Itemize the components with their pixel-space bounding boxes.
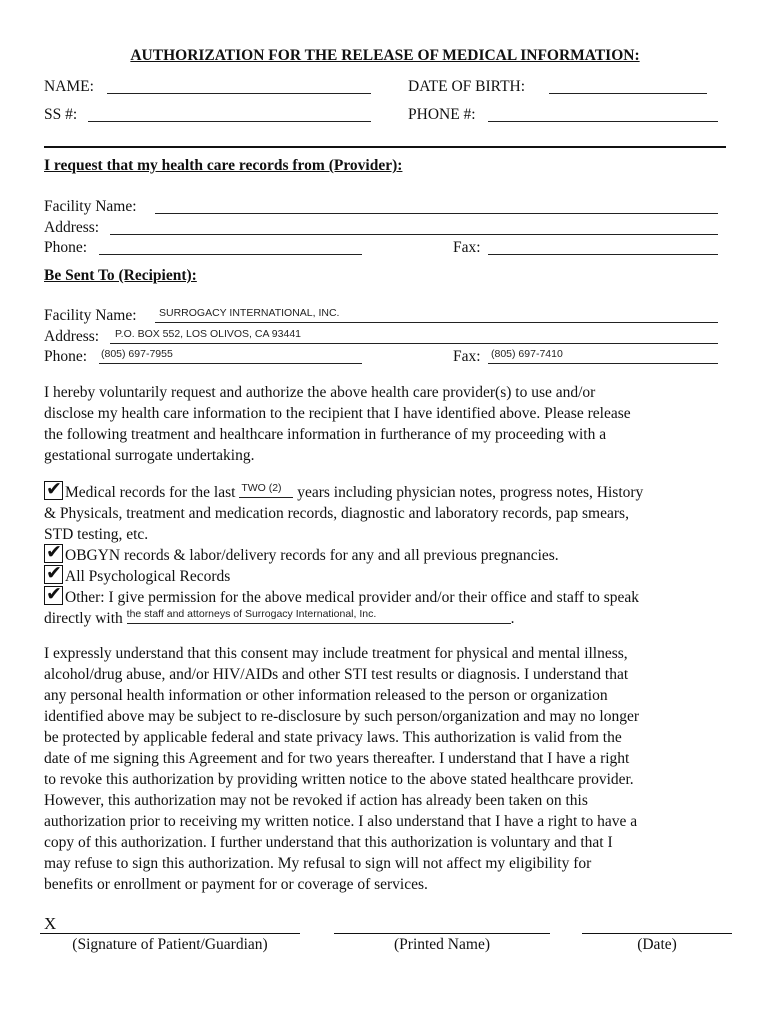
checkmark-icon: ✔ (46, 562, 62, 584)
ss-field[interactable] (88, 121, 371, 122)
recipient-facility-field[interactable] (155, 322, 718, 323)
checkmark-icon: ✔ (46, 478, 62, 500)
consent-line: be protected by applicable federal and state privacy laws. This authorization is valid from the (44, 729, 622, 746)
provider-phone-field[interactable] (99, 254, 362, 255)
printed-name-line[interactable] (334, 933, 550, 934)
recipient-address-label: Address: (44, 328, 100, 345)
consent-line: any personal health information or other information released to the person or organization (44, 687, 608, 704)
phone-label: PHONE #: (408, 106, 476, 123)
request-line: I hereby voluntarily request and authorize the above health care provider(s) to use and/or (44, 384, 596, 401)
signature-label: (Signature of Patient/Guardian) (72, 936, 268, 953)
provider-facility-label: Facility Name: (44, 198, 137, 215)
other-party-value: the staff and attorneys of Surrogacy International, Inc. (126, 608, 377, 620)
obgyn-checkbox[interactable] (44, 541, 63, 563)
recipient-address-value: P.O. BOX 552, LOS OLIVOS, CA 93441 (115, 328, 301, 340)
consent-paragraph (44, 643, 639, 895)
dob-field[interactable] (549, 93, 707, 94)
recipient-facility-label: Facility Name: (44, 307, 137, 324)
dob-label: DATE OF BIRTH: (408, 78, 526, 95)
psych-checkbox[interactable] (44, 562, 63, 584)
consent-line: may refuse to sign this authorization. My refusal to sign will not affect my eligibility for (44, 855, 592, 872)
other-item (44, 583, 640, 629)
medical-records-line2: & Physicals, treatment and medication records, diagnostic and laboratory records, pap smears, (44, 505, 629, 522)
medical-records-line3: STD testing, etc. (44, 526, 149, 543)
other-party-field[interactable] (127, 609, 511, 624)
recipient-phone-label: Phone: (44, 348, 88, 365)
recipient-phone-field[interactable] (99, 363, 362, 364)
phone-field[interactable] (488, 121, 718, 122)
provider-fax-label: Fax: (453, 239, 481, 256)
printed-name-label: (Printed Name) (394, 936, 490, 953)
form-title: AUTHORIZATION FOR THE RELEASE OF MEDICAL INFORMATION: (130, 47, 640, 64)
checkmark-icon: ✔ (46, 541, 62, 563)
other-text: Other: I give permission for the above medical provider and/or their office and staff to speak (65, 589, 640, 606)
recipient-fax-field[interactable] (488, 363, 718, 364)
request-paragraph (44, 382, 631, 466)
signature-line[interactable] (40, 933, 300, 934)
recipient-facility-value: SURROGACY INTERNATIONAL, INC. (159, 307, 340, 319)
psych-text: All Psychological Records (65, 568, 231, 585)
request-line: gestational surrogate undertaking. (44, 447, 255, 464)
years-value: TWO (2) (241, 482, 282, 494)
recipient-fax-value: (805) 697-7410 (491, 348, 563, 360)
recipient-fax-label: Fax: (453, 348, 481, 365)
psych-item (44, 562, 231, 587)
provider-heading: I request that my health care records from (Provider): (44, 157, 403, 174)
provider-phone-label: Phone: (44, 239, 88, 256)
section-divider (44, 146, 726, 148)
date-line[interactable] (582, 933, 732, 934)
request-line: disclose my health care information to the recipient that I have identified above. Please release (44, 405, 631, 422)
provider-fax-field[interactable] (488, 254, 718, 255)
name-field[interactable] (107, 93, 371, 94)
medical-records-text-cont: years including physician notes, progress notes, History (297, 484, 644, 501)
provider-address-field[interactable] (110, 234, 718, 235)
other-prefix: directly with (44, 610, 123, 627)
other-checkbox[interactable] (44, 583, 63, 605)
consent-line: I expressly understand that this consent may include treatment for physical and mental illness, (44, 645, 628, 662)
provider-address-label: Address: (44, 219, 100, 236)
consent-line: to revoke this authorization by providing written notice to the above stated healthcare provider. (44, 771, 634, 788)
recipient-address-field[interactable] (110, 343, 718, 344)
medical-records-checkbox[interactable] (44, 478, 63, 500)
name-label: NAME: (44, 78, 94, 95)
date-label: (Date) (637, 936, 677, 953)
signature-x-mark: X (44, 914, 57, 933)
consent-line: alcohol/drug abuse, and/or HIV/AIDs and other STI test results or diagnosis. I understand that (44, 666, 629, 683)
medical-records-text: Medical records for the last (65, 484, 236, 501)
consent-line: authorization prior to receiving my written notice. I also understand that I have a right to have a (44, 813, 638, 830)
consent-line: date of me signing this Agreement and for two years thereafter. I understand that I have a right (44, 750, 630, 767)
checkmark-icon: ✔ (46, 583, 62, 605)
recipient-phone-value: (805) 697-7955 (101, 348, 173, 360)
provider-facility-field[interactable] (155, 213, 718, 214)
consent-line: However, this authorization may not be revoked if action has already been taken on this (44, 792, 588, 809)
medical-records-item (44, 478, 644, 545)
other-suffix: . (510, 610, 515, 627)
obgyn-text: OBGYN records & labor/delivery records for any and all previous pregnancies. (65, 547, 559, 564)
consent-line: copy of this authorization. I further understand that this authorization is voluntary and that I (44, 834, 613, 851)
consent-line: benefits or enrollment or payment for or coverage of services. (44, 876, 428, 893)
years-field[interactable] (239, 483, 293, 498)
ss-label: SS #: (44, 106, 78, 123)
consent-line: identified above may be subject to re-disclosure by such person/organization and may no longer (44, 708, 640, 725)
request-line: the following treatment and healthcare information in furtherance of my proceeding with a (44, 426, 607, 443)
recipient-heading: Be Sent To (Recipient): (44, 267, 197, 284)
obgyn-item (44, 541, 559, 566)
